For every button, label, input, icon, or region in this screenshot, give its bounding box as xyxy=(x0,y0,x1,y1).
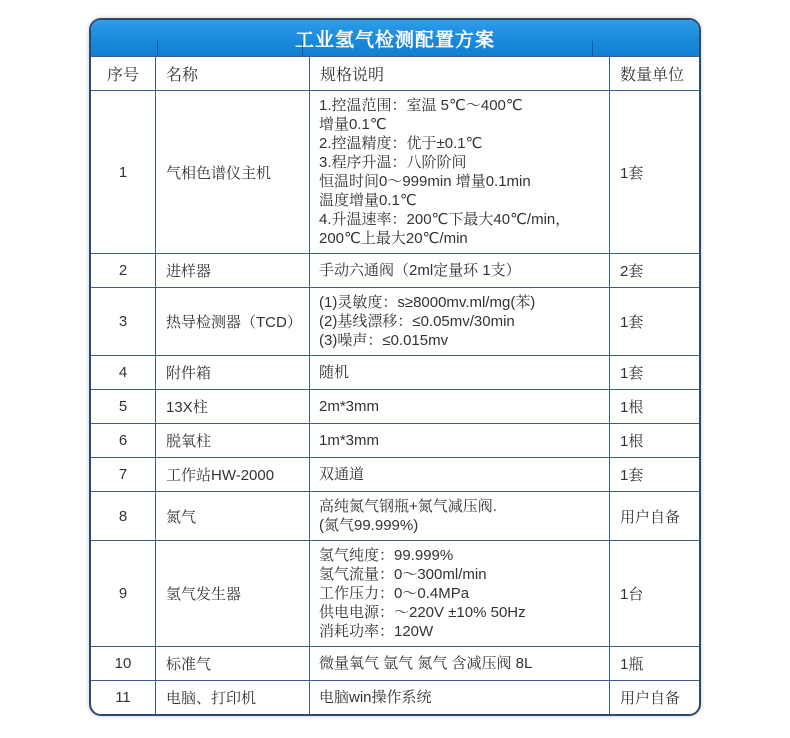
item-name: 附件箱 xyxy=(156,356,310,390)
spec-line: 电脑win操作系统 xyxy=(319,688,432,706)
spec-line: (氮气99.999%) xyxy=(319,517,419,534)
table-row xyxy=(91,288,701,356)
item-spec xyxy=(310,288,610,356)
item-name: 工作站HW-2000 xyxy=(156,458,310,492)
table-row xyxy=(91,458,701,492)
spec-line: 微量氧气 氩气 氮气 含减压阀 8L xyxy=(319,654,533,672)
row-number: 7 xyxy=(91,458,156,492)
spec-line: 温度增量0.1℃ xyxy=(319,192,417,209)
spec-line: 工作压力：0～0.4MPa xyxy=(319,585,470,602)
spec-line: (3)噪声：≤0.015mv xyxy=(319,332,449,349)
row-number: 1 xyxy=(91,91,156,254)
item-quantity: 1套 xyxy=(610,356,702,390)
spec-line: (1)灵敏度：s≥8000mv.ml/mg(苯) xyxy=(319,294,536,311)
item-name: 热导检测器（TCD） xyxy=(156,288,310,356)
item-name: 气相色谱仪主机 xyxy=(156,91,310,254)
spec-line: 1m*3mm xyxy=(319,431,380,449)
table-body xyxy=(91,91,701,715)
table-row xyxy=(91,356,701,390)
spec-line: 消耗功率：120W xyxy=(319,623,434,640)
row-number: 11 xyxy=(91,681,156,715)
table-row xyxy=(91,541,701,647)
column-divider-tick xyxy=(302,41,303,56)
item-quantity: 1瓶 xyxy=(610,647,702,681)
spec-line: 200℃上最大20℃/min xyxy=(319,230,468,247)
column-header-spec: 规格说明 xyxy=(310,57,610,91)
item-spec xyxy=(310,647,610,681)
row-number: 5 xyxy=(91,390,156,424)
spec-line: 2m*3mm xyxy=(319,397,380,415)
table-row xyxy=(91,492,701,541)
row-number: 3 xyxy=(91,288,156,356)
item-name: 标准气 xyxy=(156,647,310,681)
spec-line: 氢气纯度：99.999% xyxy=(319,547,454,564)
table-title-bar xyxy=(91,20,699,57)
spec-line: 2.控温精度：优于±0.1℃ xyxy=(319,135,483,152)
item-quantity: 1套 xyxy=(610,91,702,254)
table-row xyxy=(91,254,701,288)
item-spec xyxy=(310,681,610,715)
spec-line: (2)基线漂移：≤0.05mv/30min xyxy=(319,313,515,330)
item-spec xyxy=(310,254,610,288)
header-row xyxy=(91,57,701,91)
item-name: 电脑、打印机 xyxy=(156,681,310,715)
table-row xyxy=(91,390,701,424)
item-name: 氮气 xyxy=(156,492,310,541)
spec-line: 双通道 xyxy=(319,465,365,483)
item-quantity: 用户自备 xyxy=(610,681,702,715)
column-header-no: 序号 xyxy=(91,57,156,91)
item-quantity: 2套 xyxy=(610,254,702,288)
row-number: 8 xyxy=(91,492,156,541)
table-row xyxy=(91,647,701,681)
row-number: 9 xyxy=(91,541,156,647)
column-divider-tick xyxy=(592,41,593,56)
item-name: 进样器 xyxy=(156,254,310,288)
spec-line: 氢气流量：0～300ml/min xyxy=(319,566,487,583)
page-title: 工业氢气检测配置方案 xyxy=(294,29,495,51)
item-spec xyxy=(310,492,610,541)
column-header-qty: 数量单位 xyxy=(610,57,702,91)
row-number: 4 xyxy=(91,356,156,390)
item-quantity: 1根 xyxy=(610,390,702,424)
spec-line: 4.升温速率：200℃下最大40℃/min， xyxy=(319,211,571,228)
spec-line: 高纯氮气钢瓶+氮气减压阀. xyxy=(319,498,497,515)
config-table xyxy=(91,57,701,714)
item-quantity: 用户自备 xyxy=(610,492,702,541)
item-name: 脱氧柱 xyxy=(156,424,310,458)
item-quantity: 1套 xyxy=(610,288,702,356)
item-quantity: 1套 xyxy=(610,458,702,492)
spec-line: 随机 xyxy=(319,363,350,381)
item-spec xyxy=(310,458,610,492)
table-row xyxy=(91,424,701,458)
spec-line: 供电电源：～220V ±10% 50Hz xyxy=(319,604,526,621)
table-row xyxy=(91,681,701,715)
spec-line: 3.程序升温：八阶阶间 xyxy=(319,154,467,171)
item-quantity: 1台 xyxy=(610,541,702,647)
row-number: 10 xyxy=(91,647,156,681)
column-divider-tick xyxy=(157,41,158,56)
spec-line: 恒温时间0～999min 增量0.1min xyxy=(319,173,531,190)
item-quantity: 1根 xyxy=(610,424,702,458)
config-plan-card xyxy=(89,18,701,716)
item-spec xyxy=(310,424,610,458)
table-header xyxy=(91,57,701,91)
spec-line: 1.控温范围：室温 5℃～400℃ xyxy=(319,97,523,114)
column-header-name: 名称 xyxy=(156,57,310,91)
item-name: 氢气发生器 xyxy=(156,541,310,647)
spec-line: 手动六通阀（2ml定量环 1支） xyxy=(319,261,521,279)
row-number: 6 xyxy=(91,424,156,458)
row-number: 2 xyxy=(91,254,156,288)
table-row xyxy=(91,91,701,254)
spec-line: 增量0.1℃ xyxy=(319,116,387,133)
item-name: 13X柱 xyxy=(156,390,310,424)
item-spec xyxy=(310,390,610,424)
item-spec xyxy=(310,356,610,390)
item-spec xyxy=(310,541,610,647)
item-spec xyxy=(310,91,610,254)
